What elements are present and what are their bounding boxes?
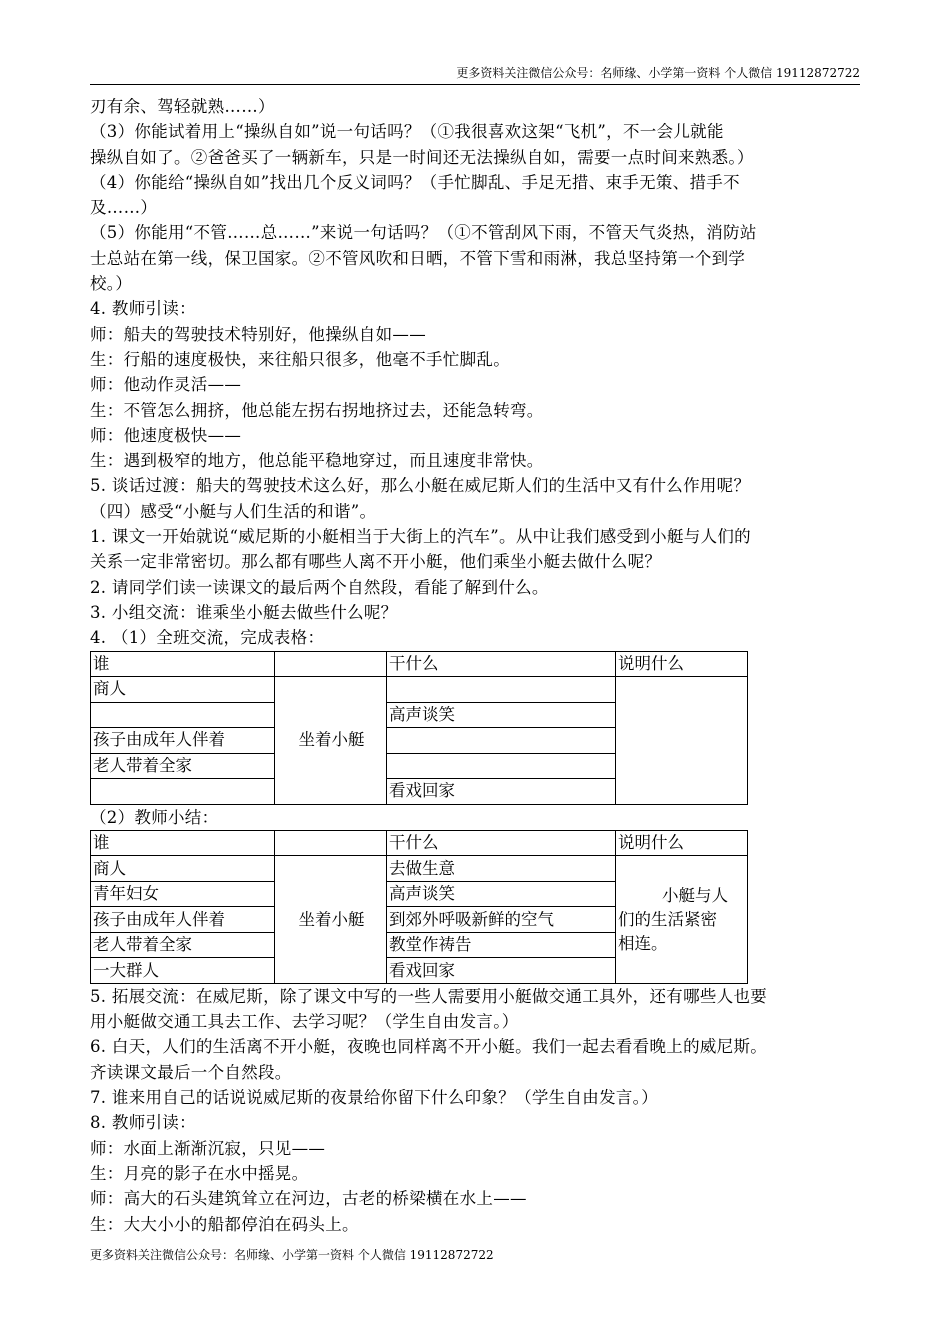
header-cell-what: 干什么 — [387, 830, 616, 856]
cell-what: 高声谈笑 — [387, 881, 616, 907]
text-line: 4. 教师引读： — [90, 299, 196, 319]
text-line: 师：水面上渐渐沉寂，只见—— — [90, 1138, 326, 1158]
text-line: 3. 小组交流：谁乘坐小艇去做些什么呢？ — [90, 602, 398, 622]
cell-merged: 坐着小艇 — [275, 856, 387, 984]
footer-text: 更多资料关注微信公众号：名师缘、小学第一资料 个人微信 19112872722 — [90, 1248, 494, 1262]
page-header — [90, 62, 860, 85]
table-row — [91, 677, 748, 703]
table-caption: （2）教师小结： — [90, 807, 219, 827]
text-line: 齐读课文最后一个自然段。 — [90, 1062, 292, 1082]
text-line: 校。） — [90, 274, 133, 294]
cell-who: 孩子由成年人伴着 — [91, 907, 275, 933]
cell-who: 一大群人 — [91, 958, 275, 984]
text-line: 5. 拓展交流：在威尼斯，除了课文中写的一些人需要用小艇做交通工具外，还有哪些人也要 — [90, 986, 768, 1006]
text-line: 士总站在第一线，保卫国家。②不管风吹和日晒，不管下雪和雨淋，我总坚持第一个到学 — [90, 248, 746, 268]
cell-who[interactable]: 孩子由成年人伴着 — [91, 728, 275, 754]
cell-what: 去做生意 — [387, 856, 616, 882]
cell-who: 商人 — [91, 856, 275, 882]
text-line: 生：遇到极窄的地方，他总能平稳地穿过，而且速度非常快。 — [90, 451, 544, 471]
cell-what[interactable] — [387, 677, 616, 703]
exercise-table — [90, 651, 748, 805]
text-line: 8. 教师引读： — [90, 1113, 196, 1133]
table-row — [91, 856, 748, 882]
header-cell-empty — [275, 651, 387, 677]
cell-who: 青年妇女 — [91, 881, 275, 907]
text-line: （3）你能试着用上“操纵自如”说一句话吗？（①我很喜欢这架“飞机”，不一会儿就能 — [90, 122, 724, 142]
cell-what[interactable]: 看戏回家 — [387, 779, 616, 805]
header-cell-who: 谁 — [91, 830, 275, 856]
cell-what: 到郊外呼吸新鲜的空气 — [387, 907, 616, 933]
document-body — [90, 94, 860, 1237]
cell-who[interactable]: 商人 — [91, 677, 275, 703]
table-header-row — [91, 830, 748, 856]
text-line: （5）你能用“不管……总……”来说一句话吗？（①不管刮风下雨，不管天气炎热，消防站 — [90, 223, 757, 243]
text-line: 师：高大的石头建筑耸立在河边，古老的桥梁横在水上—— — [90, 1189, 527, 1209]
text-line: （四）感受“小艇与人们生活的和谐”。 — [90, 501, 377, 521]
text-line: 生：大大小小的船都停泊在码头上。 — [90, 1214, 359, 1234]
text-line: 6. 白天，人们的生活离不开小艇，夜晚也同样离不开小艇。我们一起去看看晚上的威尼斯。 — [90, 1037, 768, 1057]
text-line: 及……） — [90, 198, 158, 218]
cell-explain — [616, 856, 748, 984]
header-text: 更多资料关注微信公众号：名师缘、小学第一资料 个人微信 19112872722 — [456, 66, 860, 80]
text-line: （4）你能给“操纵自如”找出几个反义词吗？（手忙脚乱、手足无措、束手无策、措手不 — [90, 172, 740, 192]
text-line: 关系一定非常密切。那么都有哪些人离不开小艇，他们乘坐小艇去做什么呢？ — [90, 552, 662, 572]
text-line: 操纵自如了。②爸爸买了一辆新车，只是一时间还无法操纵自如，需要一点时间来熟悉。） — [90, 147, 754, 167]
text-line: 4. （1）全班交流，完成表格： — [90, 628, 325, 648]
cell-who[interactable] — [91, 779, 275, 805]
cell-what[interactable] — [387, 753, 616, 779]
page-footer — [90, 1246, 494, 1264]
header-cell-who: 谁 — [91, 651, 275, 677]
text-line: 刃有余、驾轻就熟……） — [90, 97, 275, 116]
cell-what: 教堂作祷告 — [387, 932, 616, 958]
text-line: 生：行船的速度极快，来往船只很多，他毫不手忙脚乱。 — [90, 349, 510, 369]
cell-who[interactable]: 老人带着全家 — [91, 753, 275, 779]
cell-what[interactable]: 高声谈笑 — [387, 702, 616, 728]
text-line: 5. 谈话过渡：船夫的驾驶技术这么好，那么小艇在威尼斯人们的生活中又有什么作用呢？ — [90, 476, 751, 496]
text-line: 生：不管怎么拥挤，他总能左拐右拐地挤过去，还能急转弯。 — [90, 400, 544, 420]
text-line: 师：他速度极快—— — [90, 425, 242, 445]
cell-who[interactable] — [91, 702, 275, 728]
text-line: 用小艇做交通工具去工作、去学习呢？（学生自由发言。） — [90, 1012, 519, 1032]
cell-what: 看戏回家 — [387, 958, 616, 984]
explain-line: 们的生活紧密 — [618, 909, 717, 929]
header-cell-what: 干什么 — [387, 651, 616, 677]
cell-who: 老人带着全家 — [91, 932, 275, 958]
summary-table — [90, 830, 748, 984]
header-cell-explain: 说明什么 — [616, 830, 748, 856]
explain-line: 小艇与人 — [662, 885, 728, 905]
header-cell-empty — [275, 830, 387, 856]
text-line: 7. 谁来用自己的话说说威尼斯的夜景给你留下什么印象？（学生自由发言。） — [90, 1088, 659, 1108]
explain-line: 相连。 — [618, 933, 668, 953]
cell-what[interactable] — [387, 728, 616, 754]
text-line: 师：他动作灵活—— — [90, 375, 242, 395]
text-line: 生：月亮的影子在水中摇晃。 — [90, 1163, 309, 1183]
cell-merged: 坐着小艇 — [275, 677, 387, 805]
cell-explain[interactable] — [616, 677, 748, 805]
header-cell-explain: 说明什么 — [616, 651, 748, 677]
table-header-row — [91, 651, 748, 677]
text-line: 2. 请同学们读一读课文的最后两个自然段，看能了解到什么。 — [90, 577, 549, 597]
text-line: 1. 课文一开始就说“威尼斯的小艇相当于大街上的汽车”。从中让我们感受到小艇与人们的 — [90, 527, 751, 547]
text-line: 师：船夫的驾驶技术特别好，他操纵自如—— — [90, 324, 426, 344]
